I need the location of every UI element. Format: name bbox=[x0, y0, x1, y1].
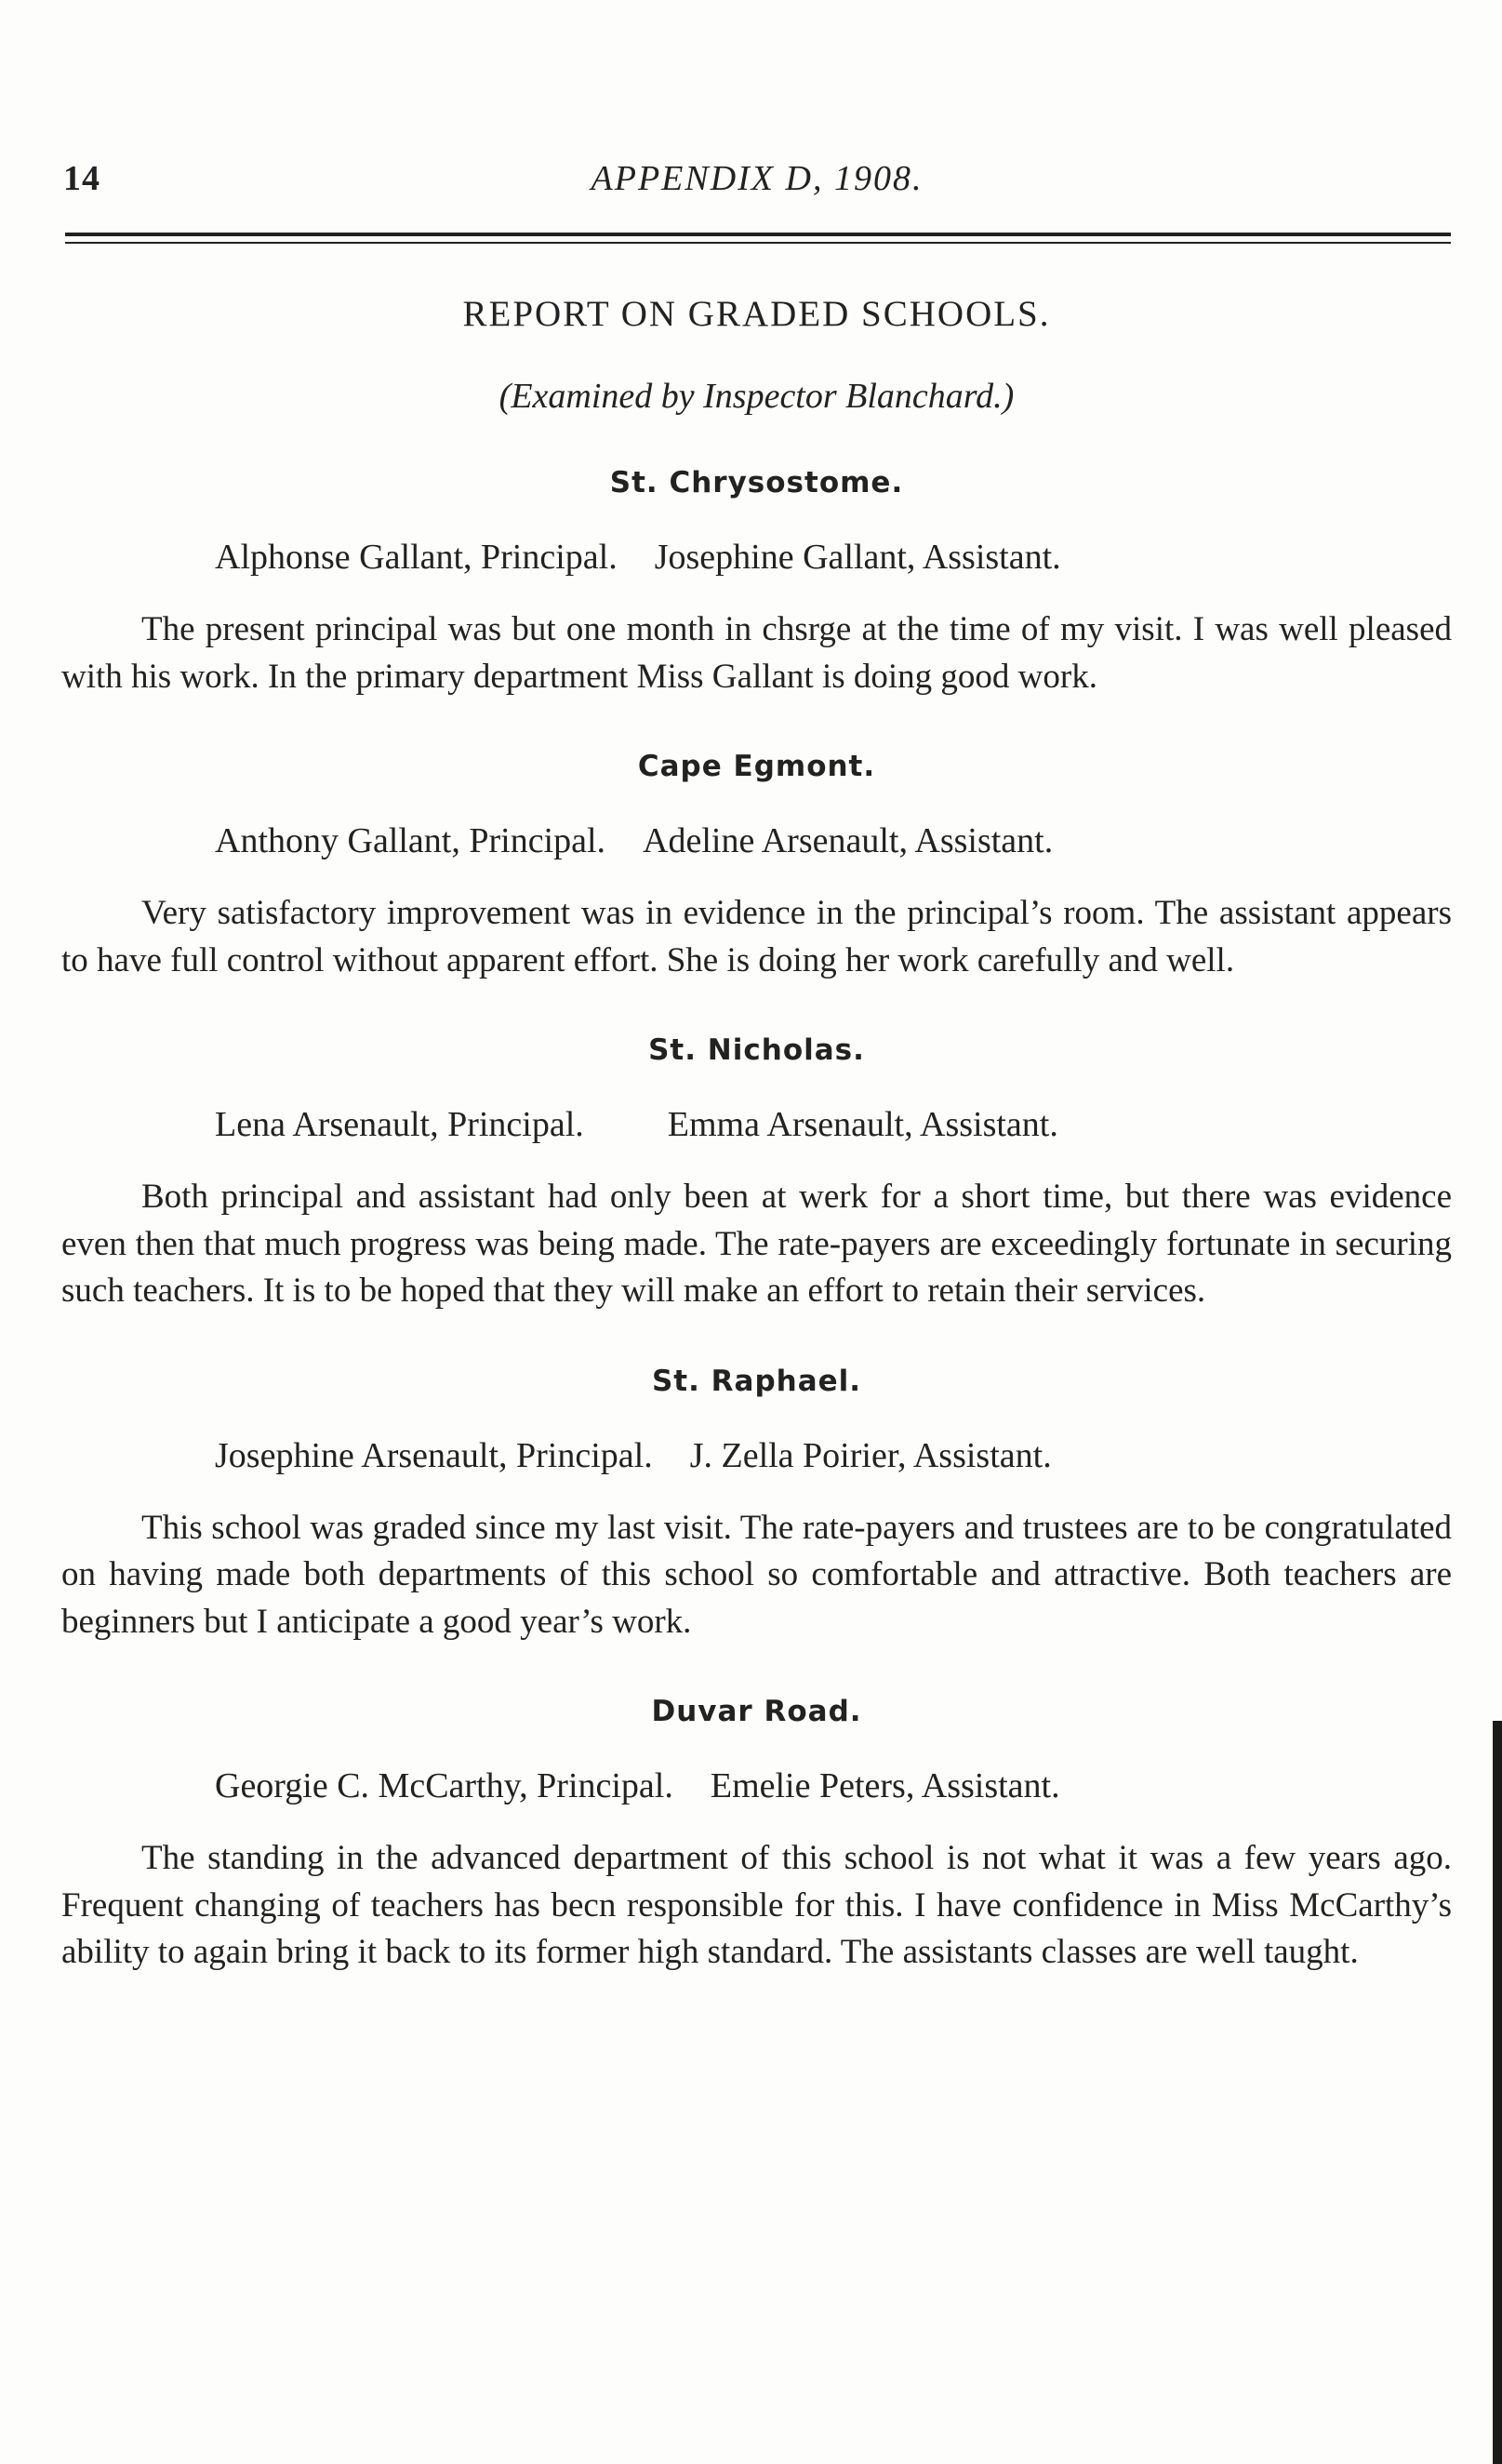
school-heading: St. Chrysostome. bbox=[609, 466, 904, 499]
header-rule-thin bbox=[65, 242, 1451, 244]
school-remarks: This school was graded since my last visit. The rate-payers and trustees are to be congratulated on having made both departments of this school so comfortable and attractive. Both teachers are beginners but I anticipate a good year’s work. bbox=[61, 1508, 1452, 1641]
school-remarks: The present principal was but one month in chsrge at the time of my visit. I was well pleased with his work. In the primary department Miss Gallant is doing good work. bbox=[61, 610, 1452, 696]
staff-line bbox=[61, 1101, 1452, 1148]
report-title: REPORT ON GRADED SCHOOLS. bbox=[462, 294, 1051, 334]
school-heading: Duvar Road. bbox=[651, 1695, 862, 1728]
staff-line bbox=[61, 818, 1452, 864]
principal-name: Lena Arsenault, Principal. bbox=[215, 1105, 584, 1144]
principal-name: Alphonse Gallant, Principal. bbox=[215, 538, 618, 577]
staff-line bbox=[61, 1432, 1452, 1479]
school-remarks: Both principal and assistant had only been at werk for a short time, but there was evidence even then that much progress was being made. The rate-payers are exceedingly fortunate in securing such teachers. It is to be hoped that they will make an effort to retain their services. bbox=[61, 1178, 1452, 1310]
school-heading: St. Raphael. bbox=[651, 1364, 862, 1398]
school-remarks: The standing in the advanced department of this school is not what it was a few years ago. Frequent changing of teachers has becn responsible for this. I have confidence in Miss McCarthy’s ability to again bring it back to its former high standard. The assistants classes are well taught. bbox=[61, 1839, 1452, 1971]
running-head: APPENDIX D, 1908. bbox=[591, 159, 924, 198]
school-heading: St. Nicholas. bbox=[648, 1033, 865, 1067]
assistant-name: Emma Arsenault, Assistant. bbox=[667, 1105, 1058, 1144]
school-section-cape-egmont bbox=[61, 743, 1452, 984]
assistant-name: J. Zella Poirier, Assistant. bbox=[689, 1435, 1052, 1475]
header-rule-thick bbox=[65, 233, 1451, 236]
assistant-name: Adeline Arsenault, Assistant. bbox=[643, 821, 1054, 860]
report-subtitle: (Examined by Inspector Blanchard.) bbox=[498, 377, 1015, 416]
school-remarks: Very satisfactory improvement was in evidence in the principal’s room. The assistant appears to have full control without apparent effort. She is doing her work carefully and well. bbox=[61, 894, 1452, 979]
scan-border bbox=[1493, 1721, 1502, 2464]
page-number: 14 bbox=[63, 159, 100, 198]
school-section-st-chrysostome bbox=[61, 460, 1452, 700]
principal-name: Georgie C. McCarthy, Principal. bbox=[215, 1766, 673, 1805]
staff-line bbox=[61, 534, 1452, 580]
assistant-name: Josephine Gallant, Assistant. bbox=[654, 538, 1061, 577]
assistant-name: Emelie Peters, Assistant. bbox=[710, 1766, 1060, 1805]
school-section-st-nicholas bbox=[61, 1027, 1452, 1315]
principal-name: Anthony Gallant, Principal. bbox=[215, 821, 606, 860]
school-section-st-raphael bbox=[61, 1358, 1452, 1646]
page-header bbox=[63, 158, 1451, 205]
principal-name: Josephine Arsenault, Principal. bbox=[215, 1435, 653, 1475]
school-heading: Cape Egmont. bbox=[637, 750, 876, 783]
staff-line bbox=[61, 1763, 1452, 1809]
report-body bbox=[61, 279, 1452, 1977]
school-section-duvar-road bbox=[61, 1688, 1452, 1977]
